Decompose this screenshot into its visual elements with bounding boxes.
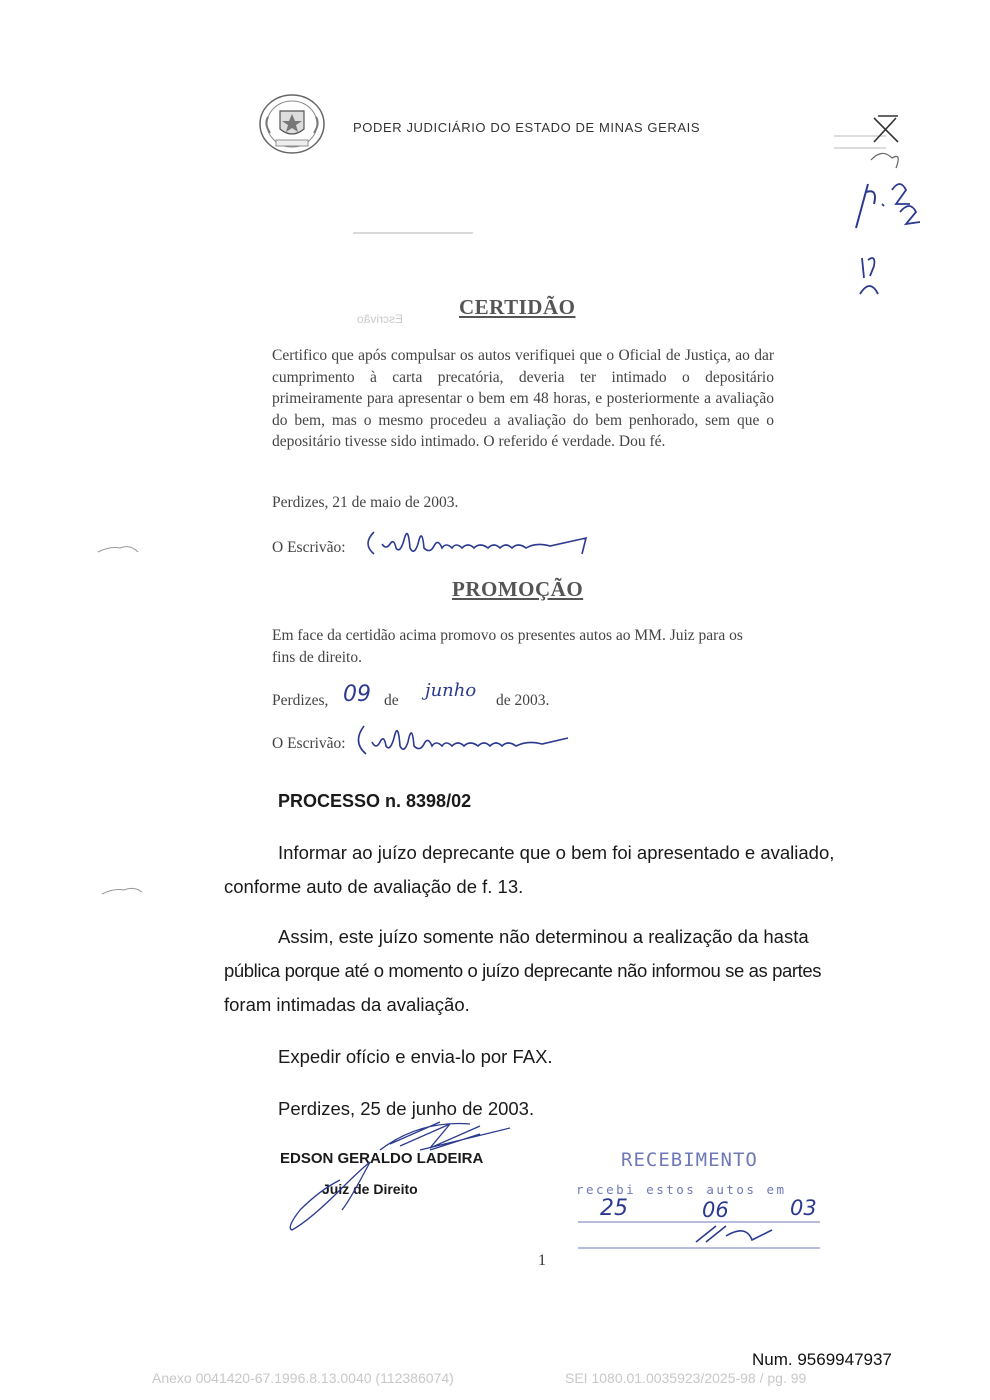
certidao-body: Certifico que após compulsar os autos verifiquei que o Oficial de Justiça, ao dar cumprimento à carta precatória, deveria ter intimado o depositário primeiramente para apresentar o bem em 48 horas, e posteriormente a avaliação do bem, mas o mesmo procedeu a avaliação do bem penhorado, sem que o depositário tivesse sido intimado. O referido é verdade. Dou fé. [272,347,774,450]
despacho-p1-line2: conforme auto de avaliação de f. 13. [224,876,524,897]
margin-mark-1 [96,540,146,570]
processo-number: PROCESSO n. 8398/02 [278,791,472,811]
header-title: PODER JUDICIÁRIO DO ESTADO DE MINAS GERAIS [353,120,701,135]
promocao-day: 09 [343,682,371,707]
judge-name: EDSON GERALDO LADEIRA [280,1150,484,1167]
despacho-p1-line1: Informar ao juízo deprecante que o bem foi apresentado e avaliado, [278,842,835,863]
certidao-clerk-label: O Escrivão: [272,539,346,556]
document-number: Num. 9569947937 [752,1350,892,1369]
ghost-rule [353,232,473,234]
promocao-heading: PROMOÇÃO [452,577,584,601]
page-number: 1 [538,1252,546,1269]
promocao-year: de 2003. [496,692,550,709]
stamp-month: 06 [702,1198,729,1222]
judge-signature [280,1110,530,1240]
despacho-p3: Expedir ofício e envia-lo por FAX. [278,1046,553,1067]
despacho-place-date: Perdizes, 25 de junho de 2003. [278,1098,535,1119]
stamp-lines [576,1200,826,1254]
footer-anexo: Anexo 0041420-67.1996.8.13.0040 (112386074) [152,1370,454,1386]
judge-title: Juiz de Direito [322,1181,418,1197]
certidao-place-date: Perdizes, 21 de maio de 2003. [272,494,459,511]
stamp-line: recebi estos autos em [576,1182,787,1197]
footer-sei: SEI 1080.01.0035923/2025-98 / pg. 99 [565,1370,807,1386]
certidao-heading: CERTIDÃO [459,295,576,319]
stamp-day: 25 [600,1196,628,1221]
clerk-signature-2 [352,716,582,764]
promocao-place: Perdizes, [272,692,329,709]
stamp-title: RECEBIMENTO [621,1149,758,1171]
despacho-p2-line1: Assim, este juízo somente não determinou a realização da hasta [278,926,809,947]
despacho-p2-line2: pública porque até o momento o juízo deprecante não informou se as partes [224,960,822,981]
promocao-de: de [384,692,399,709]
despacho-p2-line3: foram intimadas da avaliação. [224,994,470,1015]
ghost-text: Escrivão [357,312,404,326]
margin-mark-2 [100,880,150,910]
margin-handwriting [826,108,946,298]
promocao-body: Em face da certidão acima promovo os presentes autos ao MM. Juiz para os fins de direito. [272,627,743,666]
stamp-year: 03 [790,1196,817,1220]
promocao-clerk-label: O Escrivão: [272,735,346,752]
coat-of-arms-seal-icon [258,93,326,155]
clerk-signature-1 [360,520,600,566]
promocao-month: junho [425,680,477,701]
